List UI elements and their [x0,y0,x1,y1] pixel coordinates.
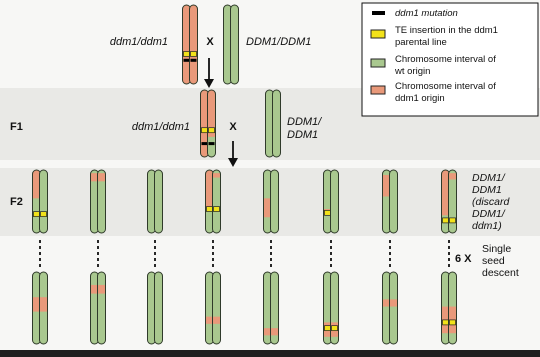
ssd-chromosome [148,272,163,344]
ssd-count-label: 6 X [455,253,472,265]
chromatid [231,5,239,84]
f1-ddm1-chromosome [201,90,216,157]
chromatid [40,170,48,233]
ssd-dashed-lines [40,240,460,270]
ssd-chromosome [206,272,221,344]
chromatid [331,272,339,344]
ssd-chromosome [33,272,48,344]
chromatid [155,272,163,344]
chromatid [155,170,163,233]
legend-wt-label: Chromosome interval of wt origin [395,54,496,77]
f1-right-label: DDM1/ DDM1 [287,116,322,141]
legend-ddm1-label: Chromosome interval of ddm1 origin [395,81,496,104]
ssd-chromosome [324,272,339,344]
f2-chromosome [91,170,106,233]
legend-te-label: TE insertion in the ddm1 parental line [395,25,498,48]
legend-te-symbol [371,30,385,38]
legend-mutation-symbol [372,11,385,15]
f1-cross-symbol: X [229,121,237,133]
ssd-label: Single seed descent [482,243,519,279]
parent-ddm1-chromosome [183,5,198,84]
chromatid [390,170,398,233]
legend-mutation-label: ddm1 mutation [395,8,458,19]
parent-cross-symbol: X [206,36,214,48]
legend-wt-symbol [371,59,385,67]
chromatid [98,272,106,344]
f2-chromosome [206,170,221,233]
arrow-parents-to-f1 [204,58,214,88]
parent-right-label: DDM1/DDM1 [246,36,312,48]
legend [362,3,538,116]
legend-ddm1-symbol [371,86,385,94]
ssd-chromosome [264,272,279,344]
f2-chromosome [383,170,398,233]
f2-chromosome [33,170,48,233]
f2-chromosome [324,170,339,233]
chromatid [213,272,221,344]
chromatid [208,90,216,157]
f2-generation-label: F2 [10,196,23,208]
f2-chromosome [442,170,457,233]
ssd-chromosome [383,272,398,344]
chromatid [331,170,339,233]
f2-note: DDM1/ DDM1 (discard DDM1/ ddm1) [472,172,510,232]
ssd-chromosome [91,272,106,344]
f2-chromosome [264,170,279,233]
bottom-bar [0,350,540,357]
chromatid [271,272,279,344]
parent-wt-chromosome [224,5,239,84]
parent-left-label: ddm1/ddm1 [109,36,168,48]
chromatid [271,170,279,233]
f1-wt-chromosome [266,90,281,157]
chromatid [390,272,398,344]
chromatid [98,170,106,233]
chromatid [213,170,221,233]
chromatid [273,90,281,157]
chromatid [449,272,457,344]
chromatid [190,5,198,84]
chromatid [449,170,457,233]
f1-generation-label: F1 [10,121,23,133]
f1-left-label: ddm1/ddm1 [131,121,190,133]
chromatid [40,272,48,344]
f2-chromosome [148,170,163,233]
ssd-chromosome [442,272,457,344]
